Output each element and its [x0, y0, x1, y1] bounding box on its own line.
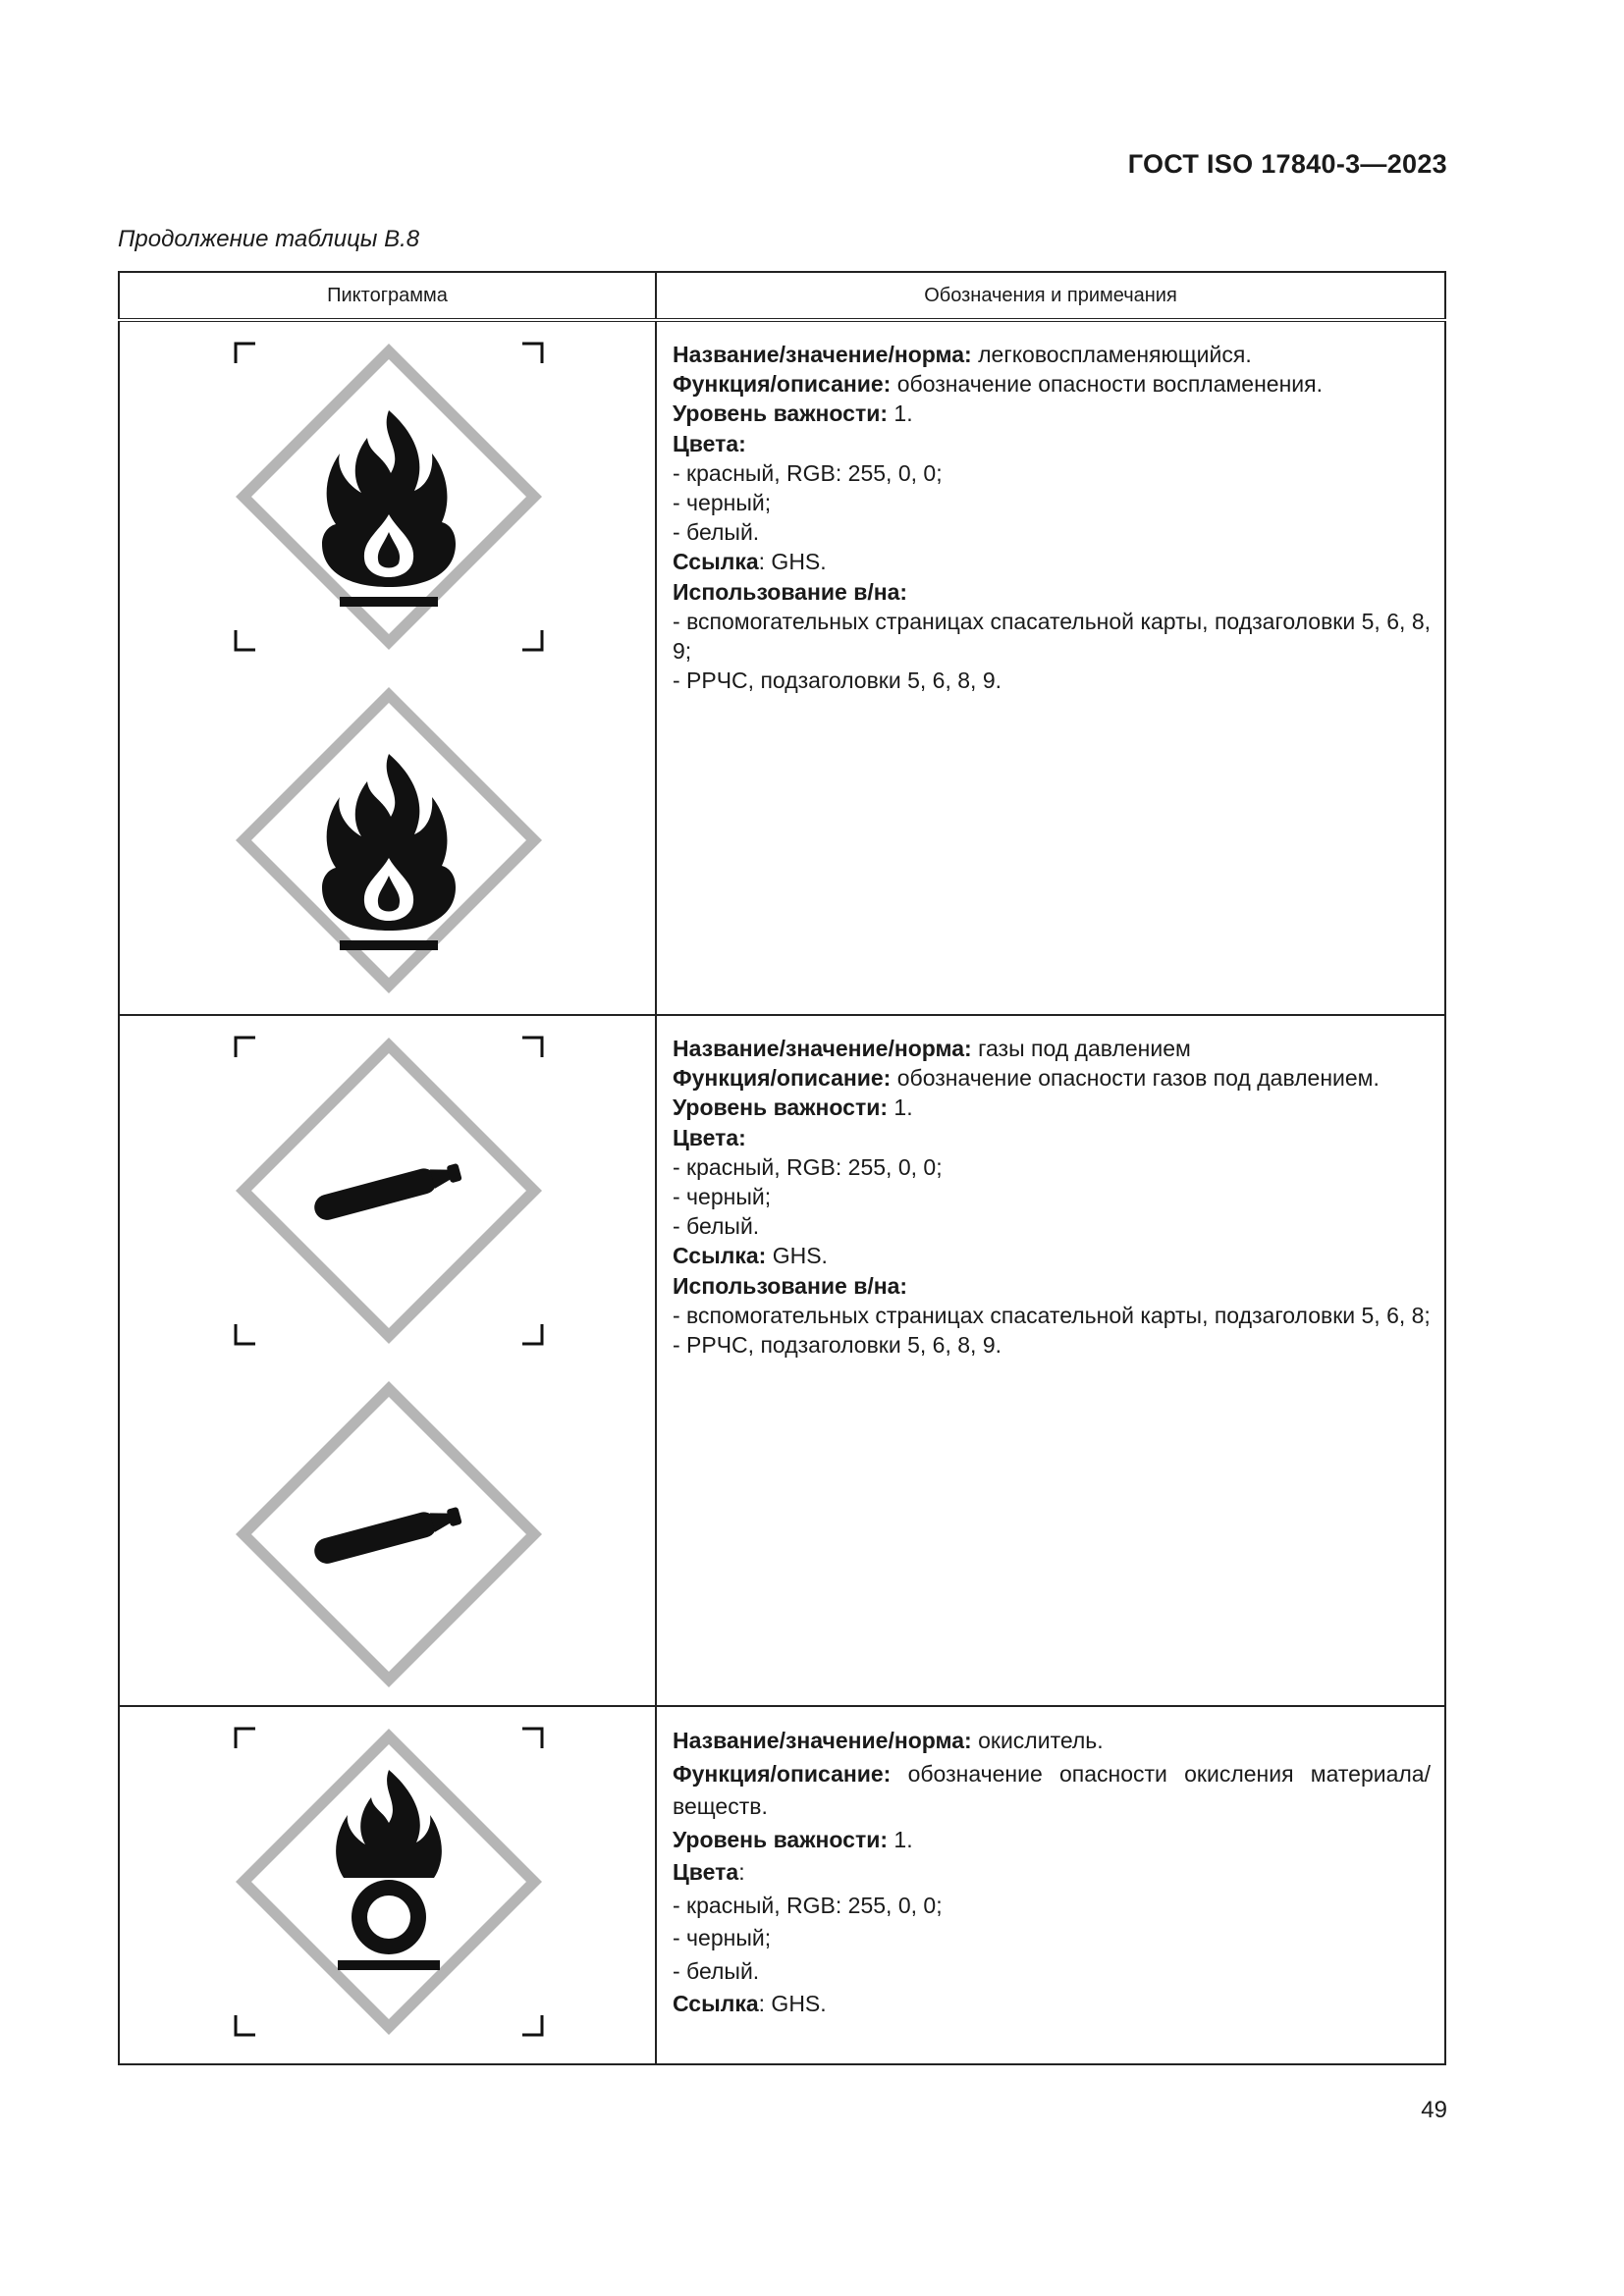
color-item: - белый.	[673, 1213, 760, 1240]
function-value: обозначение опасности газов под давлением.	[891, 1065, 1380, 1092]
gas-cylinder-icon	[232, 1377, 546, 1691]
pictogram-cell	[119, 1706, 656, 2064]
usage-item: - РРЧС, подзаголовки 5, 6, 8, 9.	[673, 1332, 1002, 1359]
table-row	[119, 320, 1445, 1015]
color-item: - черный;	[673, 490, 772, 516]
function-value: обозначение опасности окисления материала/веществ.	[673, 1760, 1431, 1819]
table-row	[119, 1706, 1445, 2064]
colors-label: Цвета:	[673, 1124, 746, 1150]
name-label: Название/значение/норма:	[673, 342, 972, 367]
table-header-row	[119, 272, 1445, 320]
flame-icon	[232, 340, 546, 654]
usage-item: - РРЧС, подзаголовки 5, 6, 8, 9.	[673, 667, 1002, 694]
reference-label: Ссылка	[673, 549, 759, 575]
standard-code: ГОСТ ISO 17840-3—2023	[1127, 149, 1447, 179]
pictogram-cell	[119, 1015, 656, 1706]
colors-label: Цвета	[673, 1859, 739, 1885]
color-item: - красный, RGB: 255, 0, 0;	[673, 1892, 943, 1918]
colors-label: Цвета:	[673, 430, 746, 456]
flame-icon	[232, 683, 546, 997]
column-header-notes: Обозначения и примечания	[656, 272, 1445, 320]
table-caption: Продолжение таблицы B.8	[118, 226, 420, 252]
page-number: 49	[1421, 2097, 1447, 2123]
reference-value: GHS.	[766, 1243, 828, 1269]
level-value: 1.	[888, 1095, 913, 1121]
pictogram-cell	[119, 320, 656, 1015]
name-value: легковоспламеняющийся.	[971, 342, 1252, 367]
function-label: Функция/описание:	[673, 1760, 892, 1787]
notes-cell	[656, 1706, 1445, 2064]
reference-label: Ссылка:	[673, 1243, 767, 1269]
color-item: - красный, RGB: 255, 0, 0;	[673, 459, 943, 486]
usage-item: - вспомогательных страницах спасательной карты, подзаголовки 5, 6, 8, 9;	[673, 608, 1431, 665]
column-header-pictogram: Пиктограмма	[119, 272, 656, 320]
level-label: Уровень важности:	[673, 1826, 889, 1852]
function-label: Функция/описание:	[673, 371, 892, 398]
usage-label: Использование в/на:	[673, 578, 908, 605]
reference-label: Ссылка	[673, 1991, 759, 2016]
color-item: - красный, RGB: 255, 0, 0;	[673, 1153, 943, 1180]
reference-value: : GHS.	[758, 549, 827, 575]
color-item: - белый.	[673, 1957, 760, 1984]
color-item: - черный;	[673, 1925, 772, 1950]
gas-cylinder-icon	[232, 1034, 546, 1348]
color-item: - белый.	[673, 519, 760, 546]
pictogram-table	[118, 271, 1446, 2065]
level-label: Уровень важности:	[673, 400, 889, 427]
flame-over-circle-icon	[232, 1725, 546, 2039]
name-value: окислитель.	[971, 1728, 1104, 1753]
colors-suffix: :	[738, 1859, 745, 1885]
reference-value: : GHS.	[758, 1991, 827, 2016]
function-label: Функция/описание:	[673, 1065, 892, 1092]
function-value: обозначение опасности воспламенения.	[891, 371, 1323, 398]
level-value: 1.	[888, 1826, 913, 1852]
level-label: Уровень важности:	[673, 1095, 889, 1121]
color-item: - черный;	[673, 1184, 772, 1210]
notes-cell	[656, 320, 1445, 1015]
level-value: 1.	[888, 400, 913, 427]
usage-label: Использование в/на:	[673, 1272, 908, 1299]
notes-cell	[656, 1015, 1445, 1706]
usage-item: - вспомогательных страницах спасательной карты, подзаголовки 5, 6, 8;	[673, 1302, 1431, 1328]
name-label: Название/значение/норма:	[673, 1728, 972, 1753]
table-row	[119, 1015, 1445, 1706]
name-label: Название/значение/норма:	[673, 1036, 972, 1061]
name-value: газы под давлением	[971, 1036, 1191, 1061]
